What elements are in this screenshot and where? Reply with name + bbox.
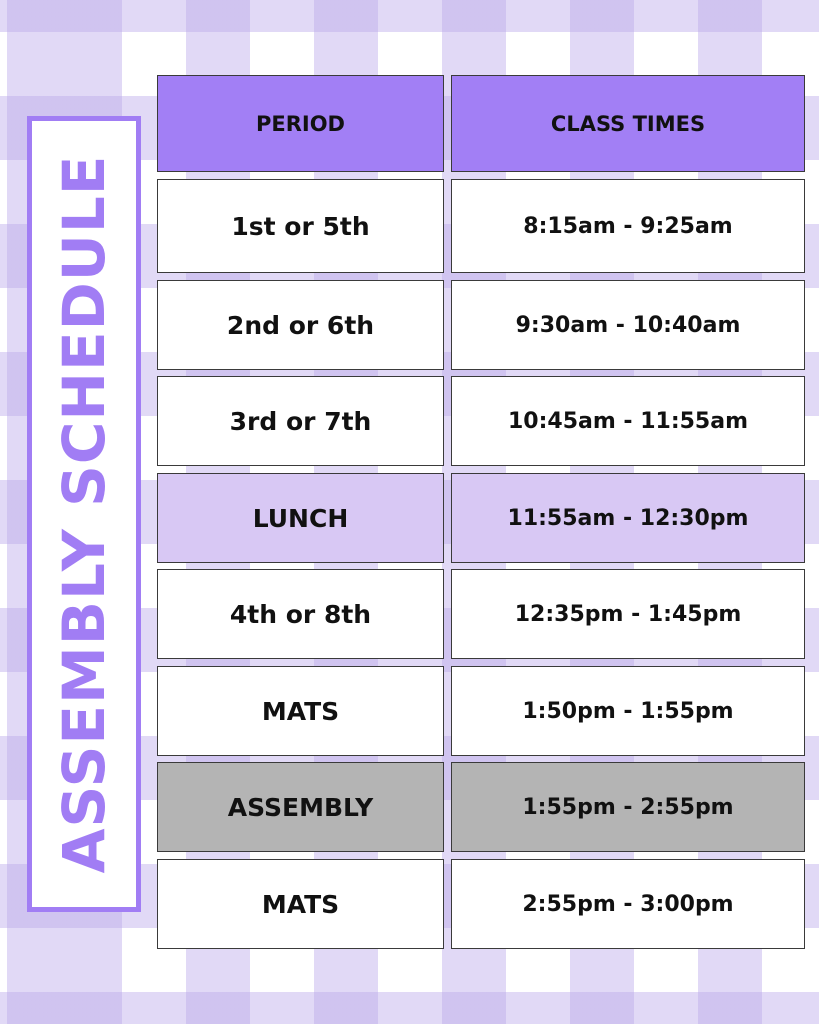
period-cell: 3rd or 7th	[157, 376, 444, 466]
period-cell: 2nd or 6th	[157, 280, 444, 370]
time-cell-lunch: 11:55am - 12:30pm	[451, 473, 805, 563]
period-cell: 1st or 5th	[157, 179, 444, 273]
header-class-times: CLASS TIMES	[451, 75, 805, 172]
time-cell: 2:55pm - 3:00pm	[451, 859, 805, 949]
time-cell-assembly: 1:55pm - 2:55pm	[451, 762, 805, 852]
period-cell: MATS	[157, 666, 444, 756]
header-period: PERIOD	[157, 75, 444, 172]
time-cell: 8:15am - 9:25am	[451, 179, 805, 273]
period-cell-lunch: LUNCH	[157, 473, 444, 563]
page-title: ASSEMBLY SCHEDULE	[50, 154, 118, 874]
time-cell: 9:30am - 10:40am	[451, 280, 805, 370]
period-cell: 4th or 8th	[157, 569, 444, 659]
time-cell: 10:45am - 11:55am	[451, 376, 805, 466]
period-cell: MATS	[157, 859, 444, 949]
period-cell-assembly: ASSEMBLY	[157, 762, 444, 852]
time-cell: 1:50pm - 1:55pm	[451, 666, 805, 756]
time-cell: 12:35pm - 1:45pm	[451, 569, 805, 659]
